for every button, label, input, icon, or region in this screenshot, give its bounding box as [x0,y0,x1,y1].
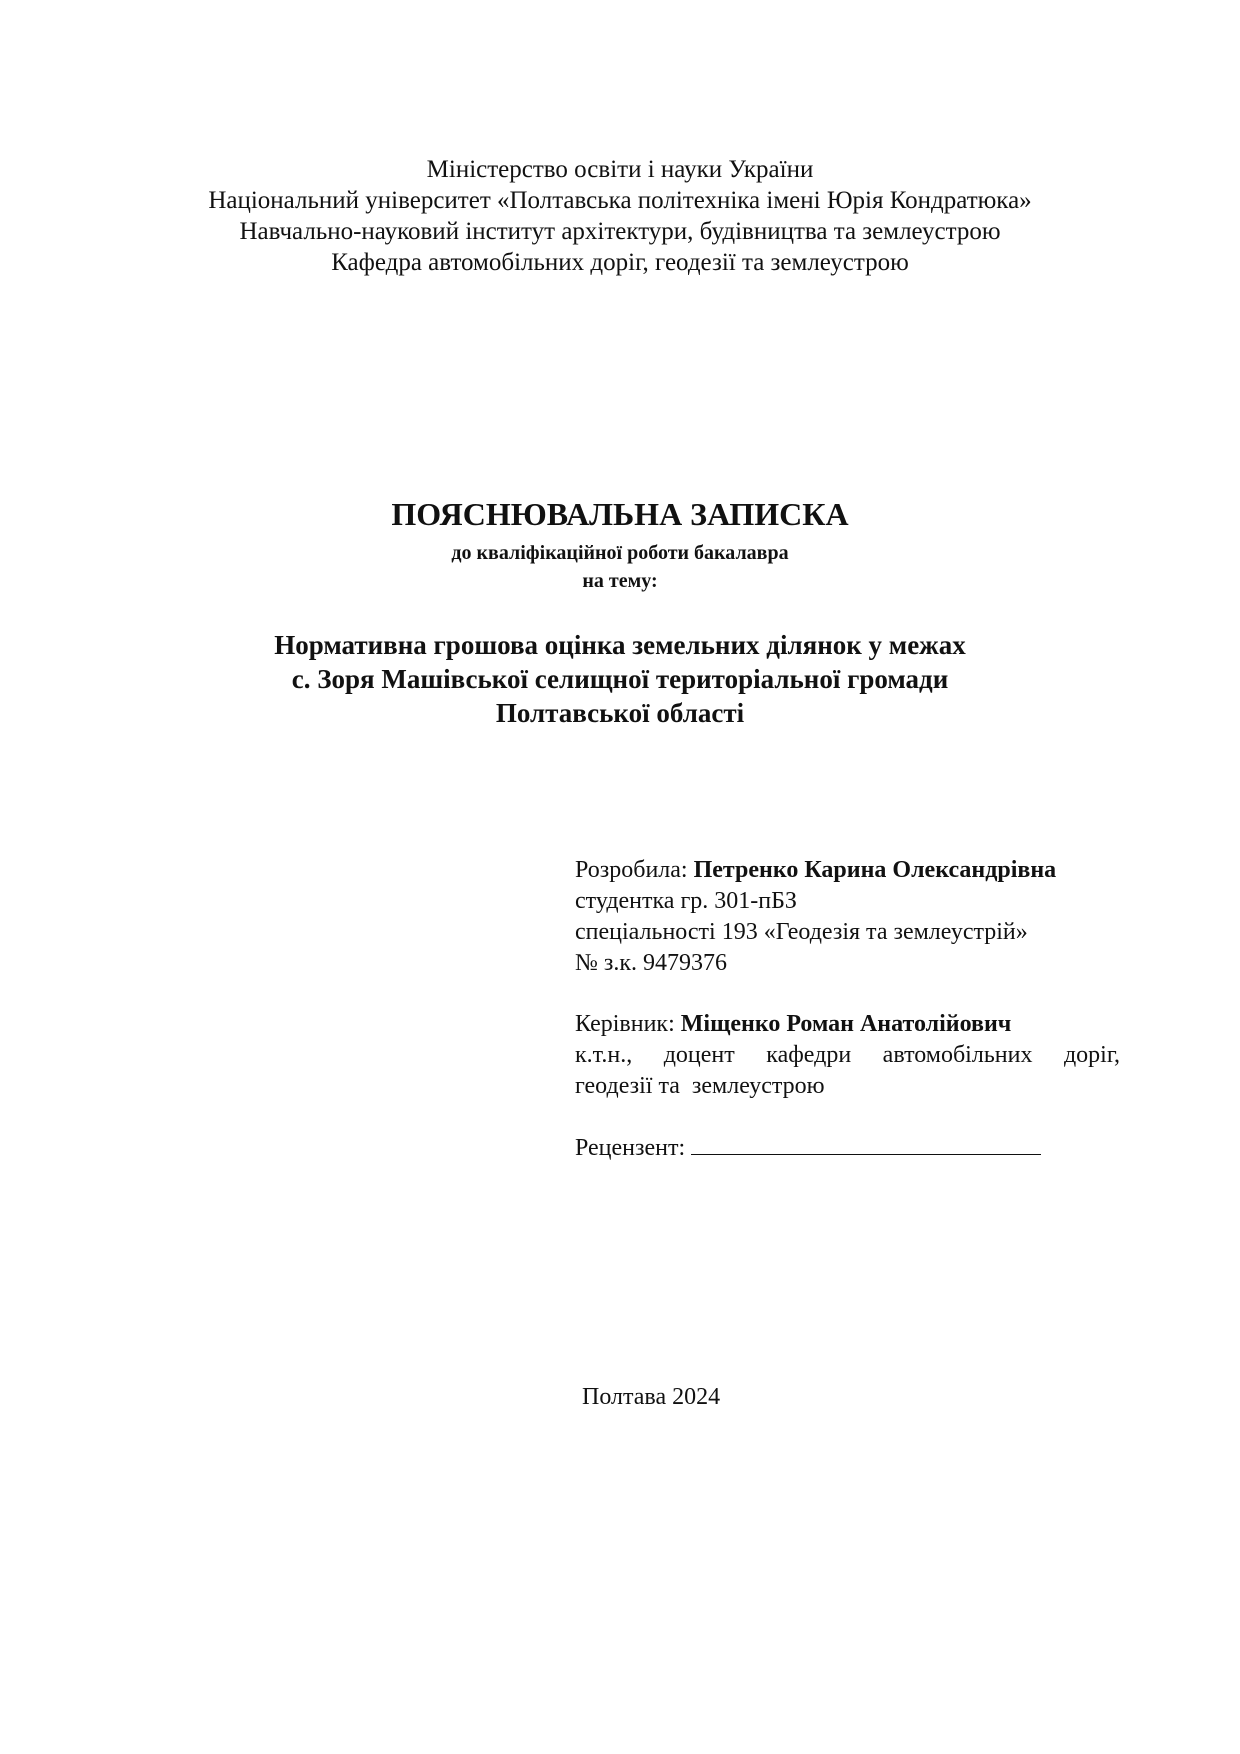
supervisor-position-cont: геодезії та землеустрою [575,1073,825,1099]
reviewer-label: Рецензент: [575,1135,686,1161]
institution-header [0,154,1240,278]
author-name: Петренко Карина Олександрівна [693,857,1057,883]
topic-line: Полтавської області [495,698,745,728]
supervisor-name: Міщенко Роман Анатолійович [680,1011,1012,1037]
author-label: Розробила: [575,857,688,883]
reviewer-signature-line [691,1132,1041,1155]
supervisor-label: Керівник: [575,1011,675,1037]
reviewer-block [575,1132,1120,1164]
author-block [575,855,1120,1164]
university: Національний університет «Полтавська політехніка імені Юрія Кондратюка» [208,187,1032,214]
ministry: Міністерство освіти і науки України [426,156,814,183]
author-specialty: спеціальності 193 «Геодезія та землеустрій» [575,919,1028,945]
topic-line: Нормативна грошова оцінка земельних ділянок у межах [274,630,966,660]
subtitle-line: до кваліфікаційної роботи бакалавра [451,542,789,564]
document-title: ПОЯСНЮВАЛЬНА ЗАПИСКА [391,496,849,532]
institute: Навчально-науковий інститут архітектури, будівництва та землеустрою [239,218,1001,245]
author-group: студентка гр. 301-пБЗ [575,888,797,914]
topic-line: с. Зоря Машівської селищної територіальної громади [291,664,949,694]
department: Кафедра автомобільних доріг, геодезії та землеустрою [331,249,909,276]
document-subtitle [0,539,1240,595]
author-record: № з.к. 9479376 [575,950,728,976]
supervisor-block [575,1009,1120,1040]
thesis-topic [0,628,1240,730]
city-year: Полтава 2024 [582,1384,721,1410]
subtitle-line: на тему: [582,570,658,592]
supervisor-position: к.т.н., доцент кафедри автомобільних доріг, [575,1042,1120,1068]
